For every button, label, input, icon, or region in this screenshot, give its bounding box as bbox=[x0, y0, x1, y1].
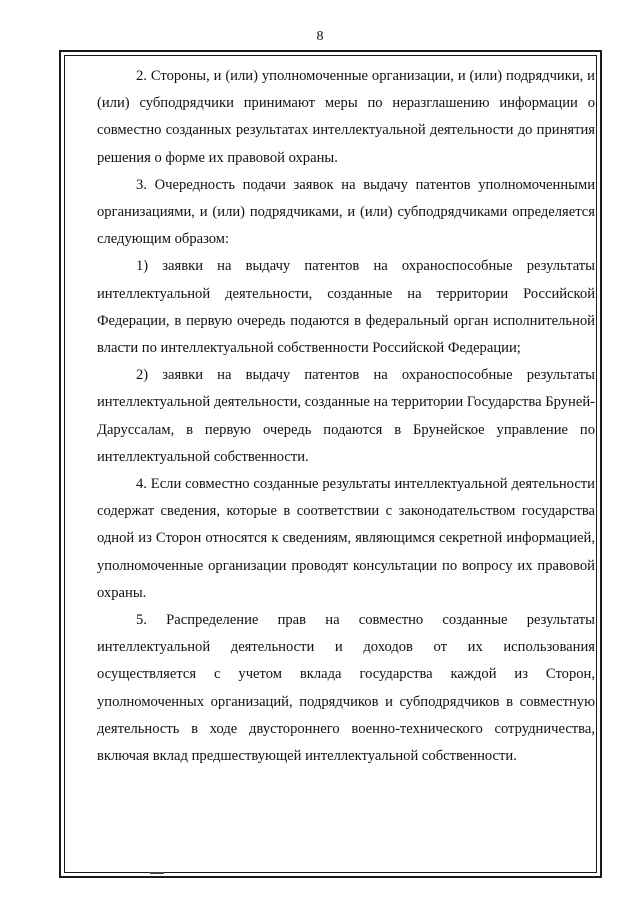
document-body bbox=[97, 63, 595, 770]
paragraph-2: 2. Стороны, и (или) уполномоченные организации, и (или) подрядчики, и (или) субподрядчики принимают меры по неразглашению информации о совместно созданных результатах интеллектуальной деятельности до принятия решения о форме их правовой охраны. bbox=[97, 68, 595, 166]
page-number: 8 bbox=[316, 29, 324, 44]
paragraph-3-item-1: 1) заявки на выдачу патентов на охраноспособные результаты интеллектуальной деятельности, созданные на территории Российской Федерации, в первую очередь подаются в федеральный орган исполнительной власти по интеллектуальной собственности Российской Федерации; bbox=[97, 258, 595, 357]
paragraph-3: 3. Очередность подачи заявок на выдачу патентов уполномоченными организациями, и (или) подрядчиками, и (или) субподрядчиками определяется следующим образом: bbox=[97, 176, 595, 248]
scan-mark bbox=[150, 872, 164, 874]
paragraph-3-item-2: 2) заявки на выдачу патентов на охраноспособные результаты интеллектуальной деятельности, созданные на территории Государства Бруней-Даруссалам, в первую очередь подаются в Брунейское управление по интеллектуальной собственности. bbox=[97, 367, 595, 465]
paragraph-4: 4. Если совместно созданные результаты интеллектуальной деятельности содержат сведения, которые в соответствии с законодательством государства одной из Сторон относятся к сведениям, являющимся секретной информацией, уполномоченные организации проводят консультации по вопросу их правовой охраны. bbox=[97, 476, 595, 601]
paragraph-5: 5. Распределение прав на совместно созданные результаты интеллектуальной деятельности и доходов от их использования осуществляется с учетом вклада государства каждой из Сторон, уполномоченных организаций, подрядчиков и субподрядчиков в совместную деятельность в ходе двустороннего военно-технического сотрудничества, включая вклад предшествующей интеллектуальной собственности. bbox=[97, 612, 595, 765]
